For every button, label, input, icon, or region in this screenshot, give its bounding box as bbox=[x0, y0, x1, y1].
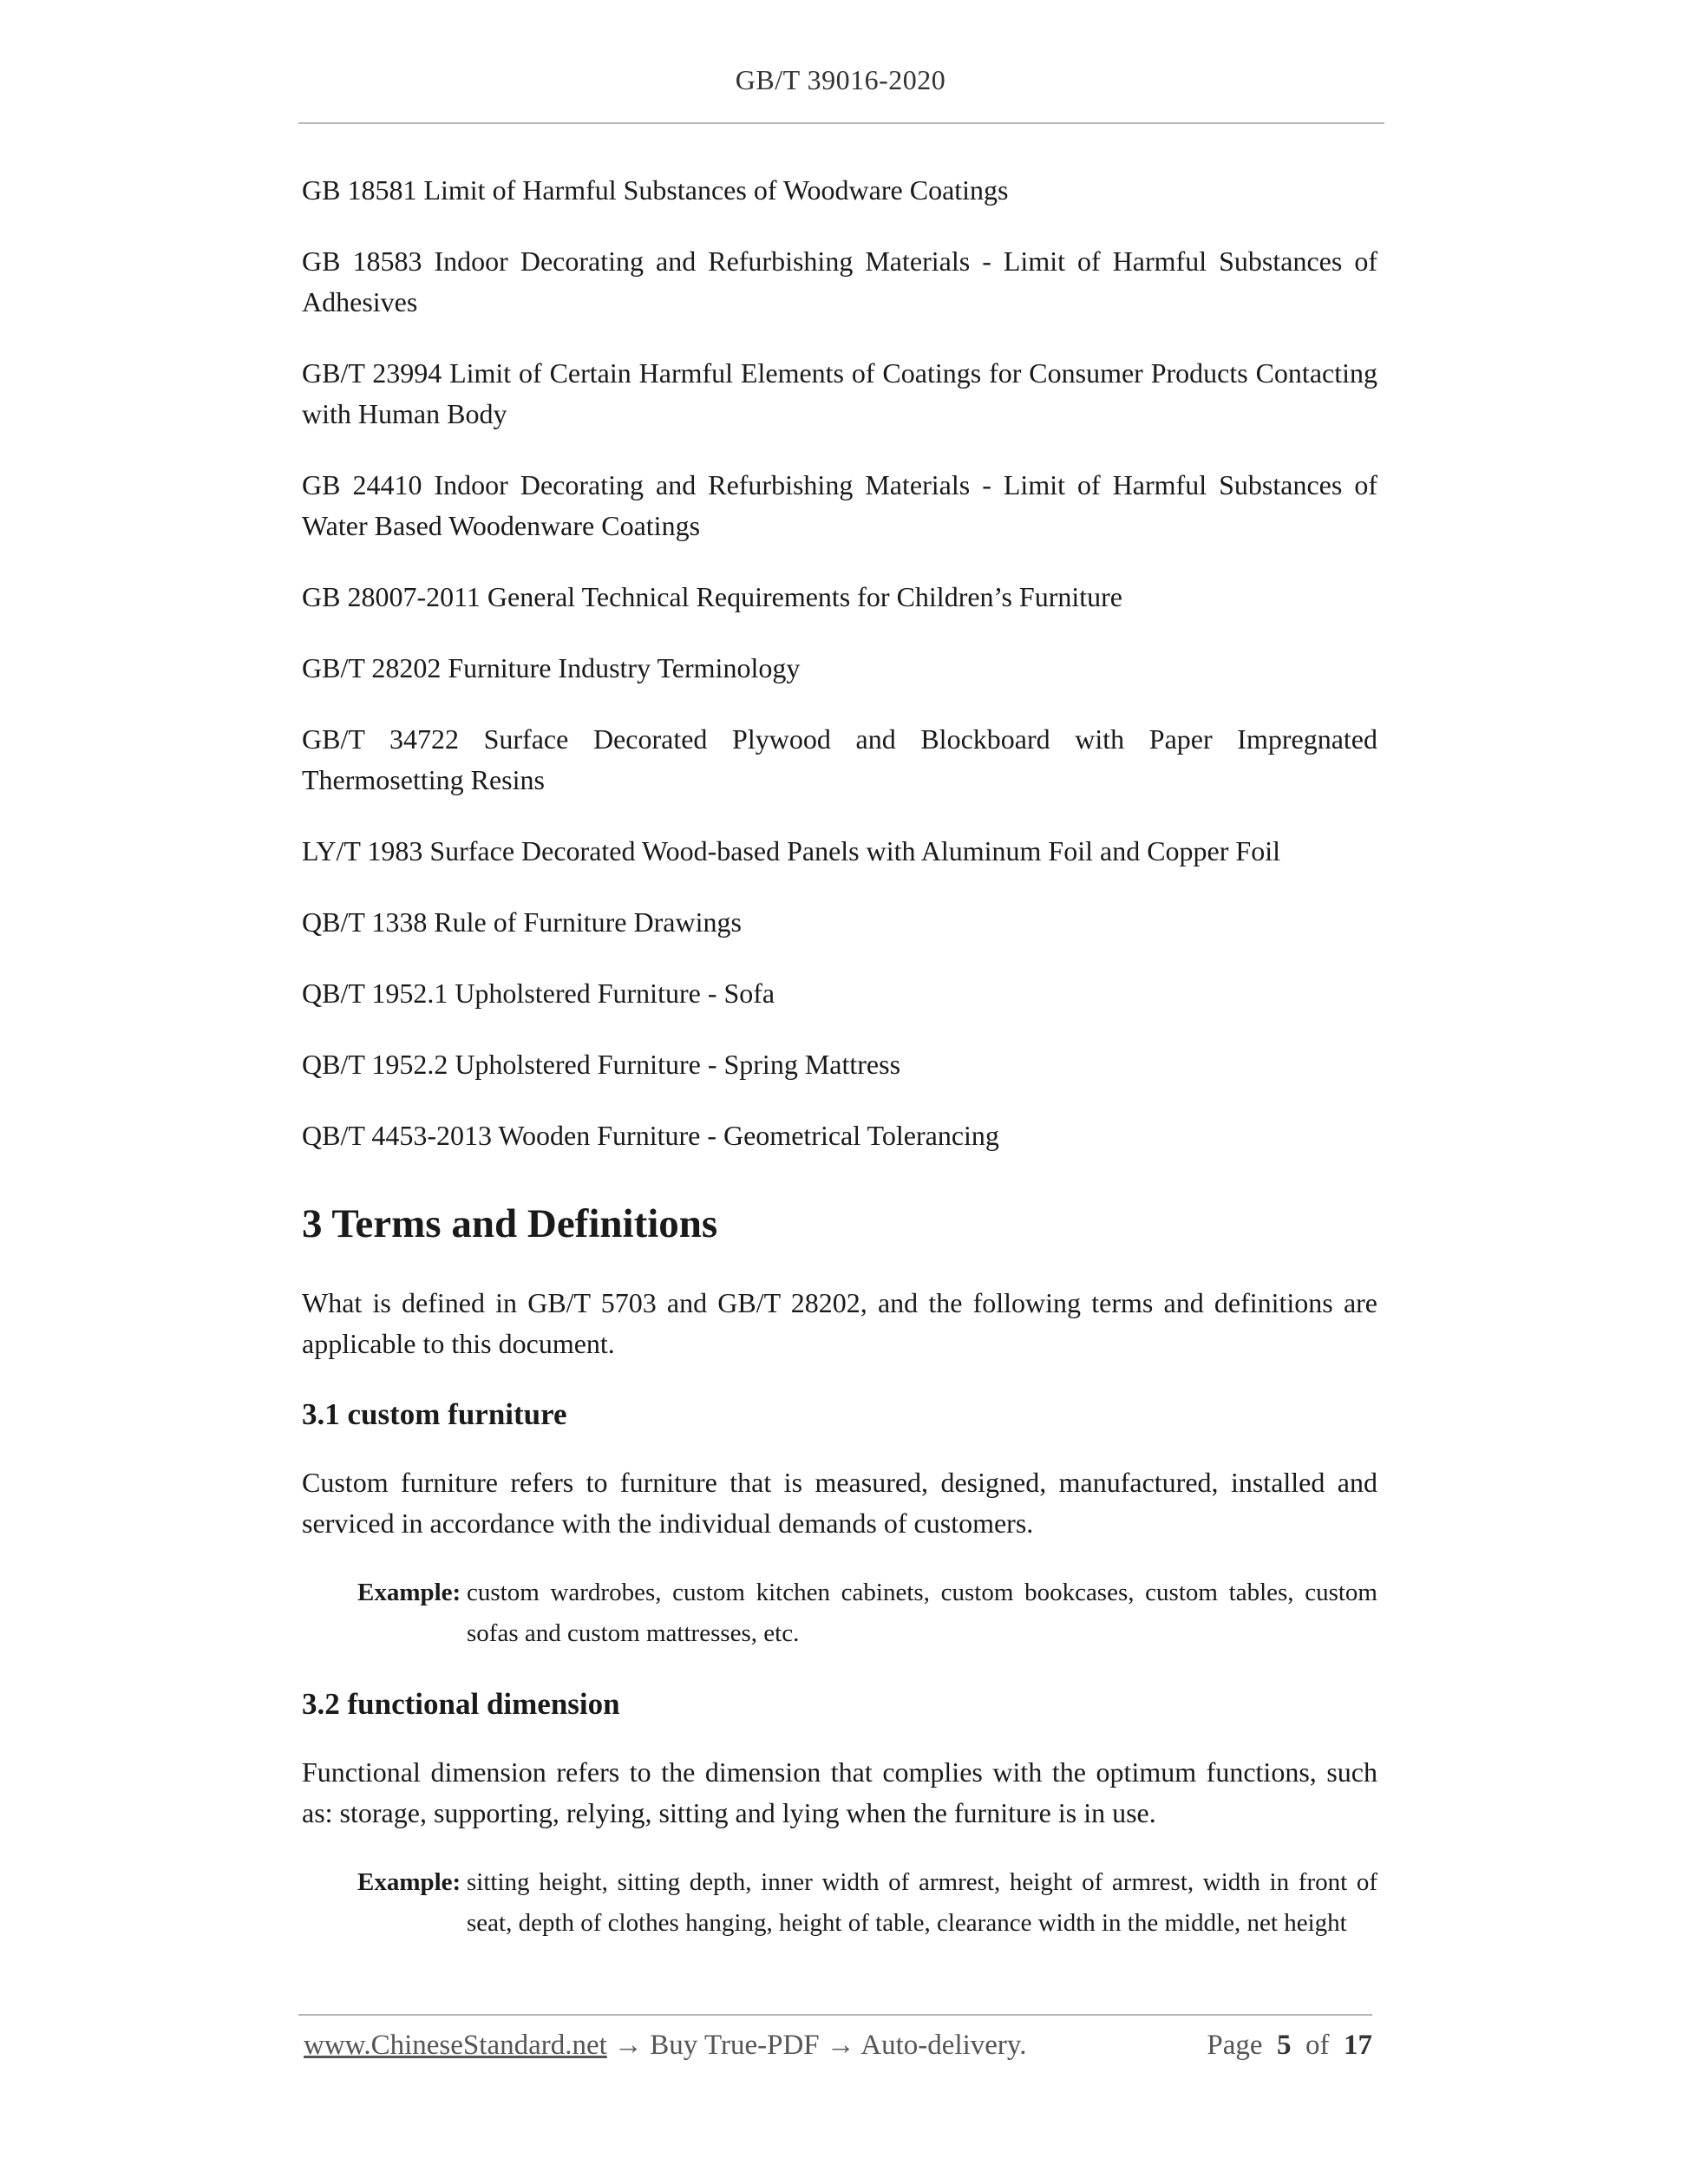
reference-item: LY/T 1983 Surface Decorated Wood-based Panels with Aluminum Foil and Copper Foil bbox=[302, 835, 1280, 866]
page-label: Page bbox=[1207, 2030, 1263, 2061]
reference-item: QB/T 1952.1 Upholstered Furniture - Sofa bbox=[302, 978, 775, 1009]
term-definition: Custom furniture refers to furniture that is measured, designed, manufactured, installed and serviced in accordance with the individual demands of customers. bbox=[302, 1467, 1377, 1539]
page-current: 5 bbox=[1277, 2030, 1292, 2061]
example-label: Example: bbox=[357, 1579, 461, 1606]
reference-item: GB/T 34722 Surface Decorated Plywood and Blockboard with Paper Impregnated Thermosetting Resins bbox=[302, 723, 1377, 795]
term-heading: 3.2 functional dimension bbox=[302, 1687, 620, 1721]
reference-item: GB/T 28202 Furniture Industry Terminology bbox=[302, 652, 801, 683]
page-header-doc-number: GB/T 39016-2020 bbox=[735, 64, 946, 95]
reference-item: QB/T 4453-2013 Wooden Furniture - Geometrical Tolerancing bbox=[302, 1120, 999, 1151]
reference-item: QB/T 1338 Rule of Furniture Drawings bbox=[302, 906, 742, 938]
footer-promo bbox=[304, 2030, 1027, 2062]
reference-item: GB 24410 Indoor Decorating and Refurbishing Materials - Limit of Harmful Substances of Water Based Woodenware Coatings bbox=[302, 469, 1377, 541]
footer-divider bbox=[298, 2014, 1372, 2016]
term-heading: 3.1 custom furniture bbox=[302, 1397, 567, 1431]
reference-item: QB/T 1952.2 Upholstered Furniture - Spring Mattress bbox=[302, 1049, 901, 1080]
page-number bbox=[1207, 2030, 1372, 2062]
section-intro: What is defined in GB/T 5703 and GB/T 28202, and the following terms and definitions are applicable to this document. bbox=[302, 1287, 1377, 1359]
document-body bbox=[302, 170, 1377, 1972]
section-heading: 3 Terms and Definitions bbox=[302, 1201, 718, 1246]
reference-item: GB/T 23994 Limit of Certain Harmful Elements of Coatings for Consumer Products Contacting with Human Body bbox=[302, 357, 1377, 429]
term-example bbox=[302, 1862, 1377, 1944]
page-of: of bbox=[1305, 2030, 1330, 2061]
reference-item: GB 18583 Indoor Decorating and Refurbishing Materials - Limit of Harmful Substances of Adhesives bbox=[302, 245, 1377, 317]
reference-item: GB 28007-2011 General Technical Requirements for Children’s Furniture bbox=[302, 581, 1122, 612]
header-divider bbox=[298, 122, 1384, 124]
website-link[interactable]: www.ChineseStandard.net bbox=[304, 2030, 607, 2061]
term-definition: Functional dimension refers to the dimension that complies with the optimum functions, such as: storage, supporting, relying, sitting and lying when the furniture is in use. bbox=[302, 1756, 1377, 1828]
term-example bbox=[302, 1573, 1377, 1654]
reference-item: GB 18581 Limit of Harmful Substances of Woodware Coatings bbox=[302, 174, 1009, 206]
example-label: Example: bbox=[357, 1868, 461, 1896]
example-text: sitting height, sitting depth, inner width of armrest, height of armrest, width in front of seat, depth of clothes hanging, height of table, clearance width in the middle, net height bbox=[467, 1868, 1377, 1937]
page-total: 17 bbox=[1344, 2030, 1372, 2061]
example-text: custom wardrobes, custom kitchen cabinets, custom bookcases, custom tables, custom sofas and custom mattresses, etc. bbox=[467, 1579, 1377, 1647]
footer-promo-text: → Buy True-PDF → Auto-delivery. bbox=[606, 2030, 1027, 2061]
